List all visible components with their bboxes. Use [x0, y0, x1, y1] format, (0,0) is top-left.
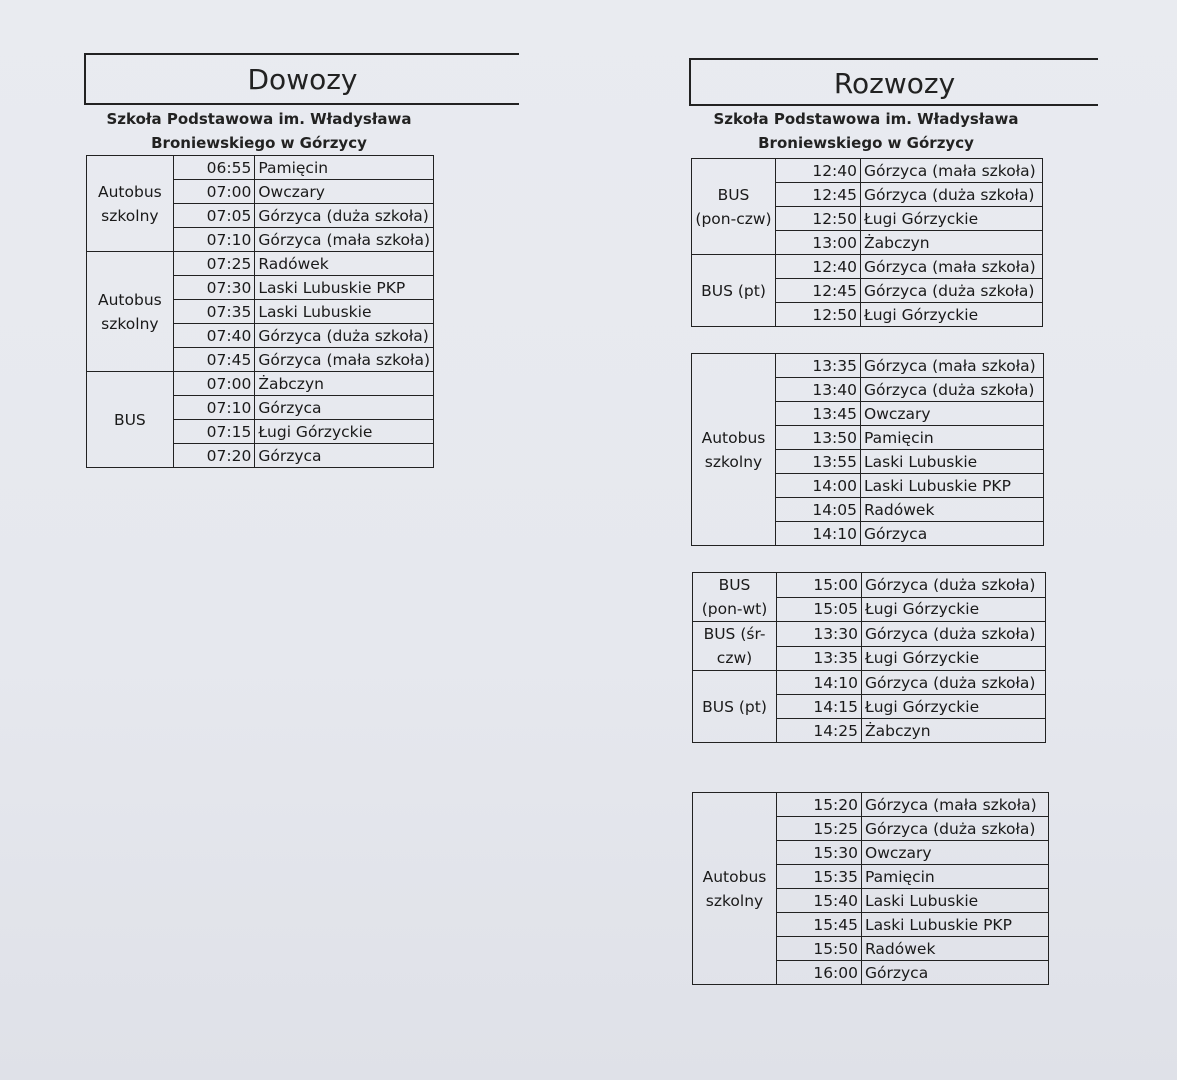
departure-time: 15:35	[777, 865, 862, 889]
stop-name: Górzyca (duża szkoła)	[862, 817, 1049, 841]
stop-name: Radówek	[862, 937, 1049, 961]
departure-time: 13:45	[776, 402, 861, 426]
departure-time: 12:45	[776, 279, 861, 303]
departure-time: 07:00	[173, 372, 255, 396]
stop-name: Żabczyn	[862, 719, 1046, 743]
stop-name: Pamięcin	[255, 156, 434, 180]
stop-name: Górzyca (mała szkoła)	[861, 255, 1043, 279]
stop-name: Ługi Górzyckie	[255, 420, 434, 444]
rozwozy-title-text: Rozwozy	[833, 67, 956, 100]
departure-time: 13:35	[777, 646, 862, 671]
departure-time: 07:45	[173, 348, 255, 372]
dowozy-schedule-table	[86, 155, 434, 468]
stop-name: Górzyca (mała szkoła)	[861, 354, 1044, 378]
departure-time: 13:55	[776, 450, 861, 474]
vehicle-group-label: BUS (pt)	[692, 255, 776, 327]
departure-time: 07:25	[173, 252, 255, 276]
stop-name: Górzyca (duża szkoła)	[862, 573, 1046, 598]
schedule-row	[87, 156, 434, 180]
departure-time: 07:20	[173, 444, 255, 468]
departure-time: 07:30	[173, 276, 255, 300]
departure-time: 13:00	[776, 231, 861, 255]
departure-time: 13:30	[777, 622, 862, 647]
departure-time: 07:15	[173, 420, 255, 444]
schedule-row	[692, 159, 1043, 183]
departure-time: 07:05	[173, 204, 255, 228]
stop-name: Ługi Górzyckie	[862, 695, 1046, 719]
vehicle-group-label: BUS (pt)	[693, 671, 777, 743]
departure-time: 15:30	[777, 841, 862, 865]
departure-time: 15:25	[777, 817, 862, 841]
stop-name: Owczary	[861, 402, 1044, 426]
rozwozy-schedule-table	[692, 572, 1046, 743]
schedule-row	[692, 255, 1043, 279]
dowozy-title	[84, 53, 519, 105]
schedule-row	[693, 793, 1049, 817]
departure-time: 15:05	[777, 597, 862, 622]
stop-name: Radówek	[255, 252, 434, 276]
stop-name: Górzyca (mała szkoła)	[861, 159, 1043, 183]
dowozy-school-line2: Broniewskiego w Górzycy	[151, 134, 367, 152]
stop-name: Górzyca	[255, 396, 434, 420]
departure-time: 07:40	[173, 324, 255, 348]
rozwozy-schedule-table	[692, 792, 1049, 985]
departure-time: 13:40	[776, 378, 861, 402]
vehicle-group-label: Autobus szkolny	[87, 156, 174, 252]
rozwozy-school-line2: Broniewskiego w Górzycy	[758, 134, 974, 152]
departure-time: 07:10	[173, 396, 255, 420]
stop-name: Górzyca (duża szkoła)	[862, 622, 1046, 647]
stop-name: Ługi Górzyckie	[862, 646, 1046, 671]
departure-time: 07:10	[173, 228, 255, 252]
stop-name: Górzyca (mała szkoła)	[255, 228, 434, 252]
departure-time: 14:15	[777, 695, 862, 719]
departure-time: 14:10	[776, 522, 861, 546]
departure-time: 15:40	[777, 889, 862, 913]
dowozy-school-name	[86, 107, 432, 155]
departure-time: 12:40	[776, 255, 861, 279]
departure-time: 16:00	[777, 961, 862, 985]
departure-time: 12:45	[776, 183, 861, 207]
stop-name: Górzyca	[861, 522, 1044, 546]
departure-time: 13:50	[776, 426, 861, 450]
schedule-row	[693, 671, 1046, 695]
stop-name: Górzyca	[862, 961, 1049, 985]
rozwozy-schedule-table	[691, 158, 1043, 327]
rozwozy-school-name	[691, 107, 1041, 155]
schedule-row	[693, 573, 1046, 598]
vehicle-group-label: Autobus szkolny	[87, 252, 174, 372]
dowozy-title-text: Dowozy	[247, 63, 358, 96]
stop-name: Ługi Górzyckie	[861, 207, 1043, 231]
departure-time: 15:00	[777, 573, 862, 598]
rozwozy-school-line1: Szkoła Podstawowa im. Władysława	[713, 110, 1019, 128]
schedule-row	[87, 252, 434, 276]
departure-time: 14:00	[776, 474, 861, 498]
vehicle-group-label: Autobus szkolny	[692, 354, 776, 546]
vehicle-group-label: BUS (pon-czw)	[692, 159, 776, 255]
stop-name: Żabczyn	[255, 372, 434, 396]
stop-name: Owczary	[255, 180, 434, 204]
departure-time: 15:20	[777, 793, 862, 817]
vehicle-group-label: Autobus szkolny	[693, 793, 777, 985]
stop-name: Górzyca (duża szkoła)	[255, 324, 434, 348]
departure-time: 06:55	[173, 156, 255, 180]
departure-time: 12:50	[776, 207, 861, 231]
stop-name: Górzyca (duża szkoła)	[861, 279, 1043, 303]
stop-name: Laski Lubuskie	[861, 450, 1044, 474]
schedule-row	[87, 372, 434, 396]
rozwozy-title	[689, 58, 1098, 106]
departure-time: 07:35	[173, 300, 255, 324]
stop-name: Laski Lubuskie PKP	[862, 913, 1049, 937]
departure-time: 12:50	[776, 303, 861, 327]
departure-time: 15:45	[777, 913, 862, 937]
stop-name: Górzyca (mała szkoła)	[862, 793, 1049, 817]
stop-name: Górzyca (mała szkoła)	[255, 348, 434, 372]
stop-name: Laski Lubuskie	[862, 889, 1049, 913]
stop-name: Radówek	[861, 498, 1044, 522]
stop-name: Pamięcin	[861, 426, 1044, 450]
departure-time: 14:10	[777, 671, 862, 695]
stop-name: Owczary	[862, 841, 1049, 865]
dowozy-school-line1: Szkoła Podstawowa im. Władysława	[106, 110, 412, 128]
departure-time: 07:00	[173, 180, 255, 204]
stop-name: Górzyca (duża szkoła)	[255, 204, 434, 228]
stop-name: Pamięcin	[862, 865, 1049, 889]
vehicle-group-label: BUS (pon-wt)	[693, 573, 777, 622]
departure-time: 14:05	[776, 498, 861, 522]
departure-time: 14:25	[777, 719, 862, 743]
rozwozy-schedule-table	[691, 353, 1044, 546]
vehicle-group-label: BUS	[87, 372, 174, 468]
vehicle-group-label: BUS (śr-czw)	[693, 622, 777, 671]
departure-time: 12:40	[776, 159, 861, 183]
stop-name: Górzyca (duża szkoła)	[861, 378, 1044, 402]
departure-time: 13:35	[776, 354, 861, 378]
stop-name: Górzyca (duża szkoła)	[861, 183, 1043, 207]
stop-name: Laski Lubuskie PKP	[255, 276, 434, 300]
stop-name: Ługi Górzyckie	[861, 303, 1043, 327]
stop-name: Górzyca (duża szkoła)	[862, 671, 1046, 695]
stop-name: Laski Lubuskie	[255, 300, 434, 324]
departure-time: 15:50	[777, 937, 862, 961]
schedule-row	[693, 622, 1046, 647]
schedule-row	[692, 354, 1044, 378]
stop-name: Ługi Górzyckie	[862, 597, 1046, 622]
stop-name: Laski Lubuskie PKP	[861, 474, 1044, 498]
stop-name: Górzyca	[255, 444, 434, 468]
stop-name: Żabczyn	[861, 231, 1043, 255]
